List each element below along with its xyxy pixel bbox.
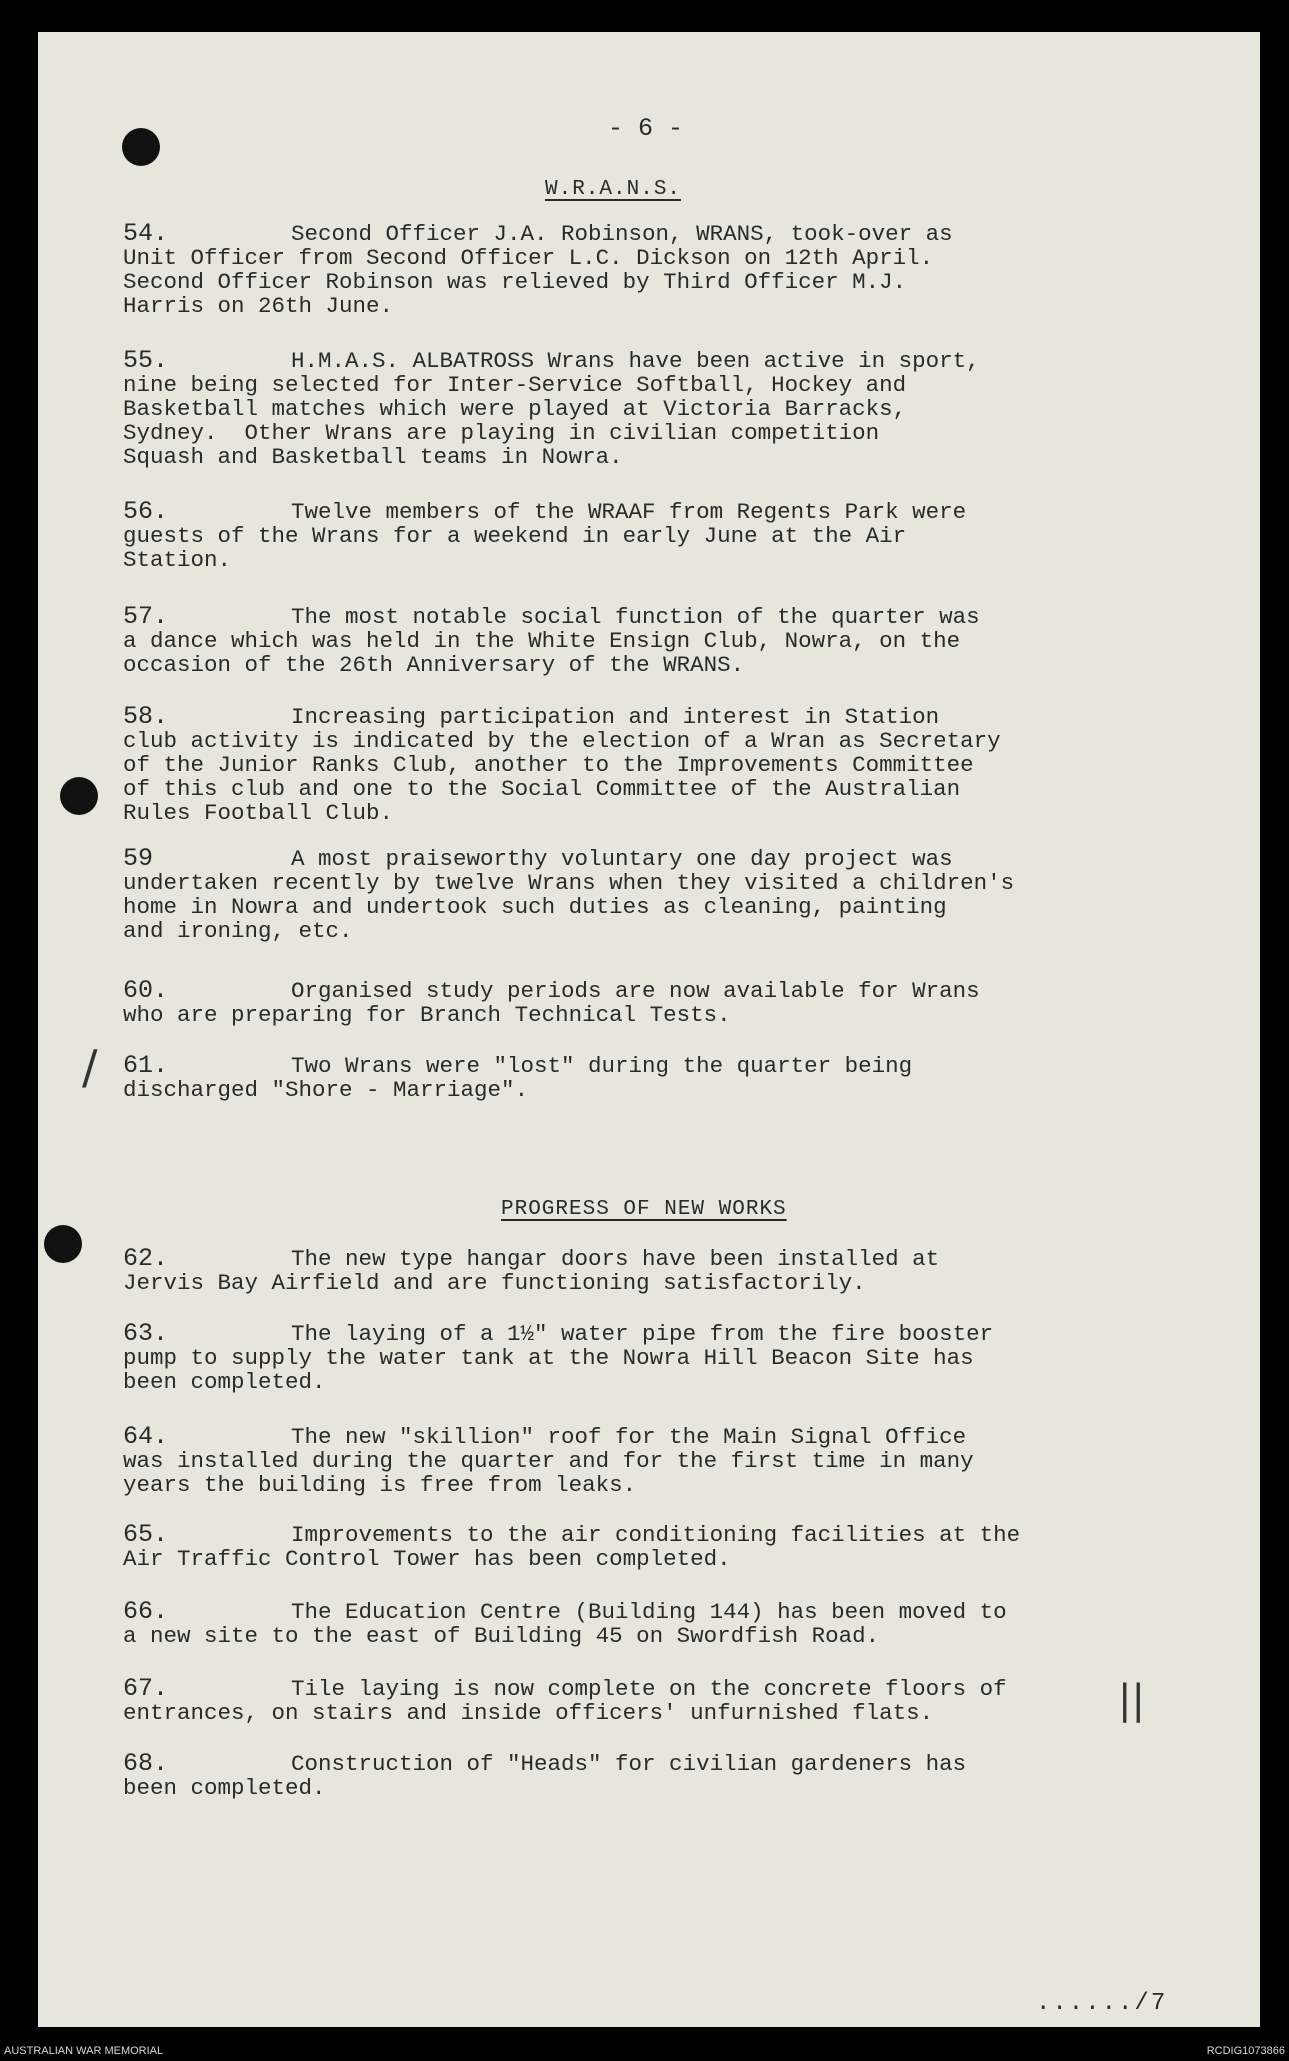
paragraph-text: The laying of a 1½" water pipe from the fire booster pump to supply the water tank at the Nowra Hill Beacon Site has been completed. — [123, 1321, 994, 1395]
paragraph-number: 61. — [123, 1051, 169, 1080]
document-page — [38, 32, 1260, 2027]
paragraph-60 — [123, 976, 1123, 1028]
paragraph-66 — [123, 1597, 1123, 1649]
paragraph-number: 54. — [123, 219, 169, 248]
footer-record-id: RCDIG1073866 — [1206, 2045, 1285, 2057]
paragraph-text: Tile laying is now complete on the concrete floors of entrances, on stairs and inside officers' unfurnished flats. — [123, 1676, 1007, 1726]
paragraph-55 — [123, 346, 1123, 470]
paragraph-number: 59 — [123, 844, 154, 873]
paragraph-text: The new type hangar doors have been installed at Jervis Bay Airfield and are functioning satisfactorily. — [123, 1246, 940, 1296]
paragraph-text: Twelve members of the WRAAF from Regents Park were guests of the Wrans for a weekend in early June at the Air Station. — [123, 499, 967, 573]
handwritten-margin-mark: / — [82, 1040, 98, 1094]
paragraph-text: The Education Centre (Building 144) has been moved to a new site to the east of Building 45 on Swordfish Road. — [123, 1599, 1007, 1649]
section-heading-works: PROGRESS OF NEW WORKS — [501, 1198, 787, 1221]
paragraph-62 — [123, 1244, 1123, 1296]
paragraph-number: 64. — [123, 1422, 169, 1451]
paragraph-56 — [123, 497, 1123, 573]
section-heading-wrans: W.R.A.N.S. — [545, 178, 682, 201]
paragraph-number: 62. — [123, 1244, 169, 1273]
continuation-marker: ....../7 — [1036, 1990, 1168, 2017]
paragraph-number: 67. — [123, 1674, 169, 1703]
paragraph-number: 65. — [123, 1520, 169, 1549]
paragraph-68 — [123, 1749, 1123, 1801]
handwritten-margin-mark: || — [1118, 1677, 1145, 1723]
punch-hole — [122, 128, 160, 166]
paragraph-61 — [123, 1051, 1123, 1103]
paragraph-number: 66. — [123, 1597, 169, 1626]
paragraph-64 — [123, 1422, 1123, 1498]
paragraph-number: 55. — [123, 346, 169, 375]
paragraph-text: The most notable social function of the quarter was a dance which was held in the White Ensign Club, Nowra, on the occasion of the 26th Anniversary of the WRANS. — [123, 604, 980, 678]
punch-hole — [60, 777, 98, 815]
footer-archive-name: AUSTRALIAN WAR MEMORIAL — [4, 2045, 164, 2057]
paragraph-text: Organised study periods are now available for Wrans who are preparing for Branch Technical Tests. — [123, 978, 980, 1028]
paragraph-number: 57. — [123, 602, 169, 631]
paragraph-number: 58. — [123, 702, 169, 731]
paragraph-text: Improvements to the air conditioning facilities at the Air Traffic Control Tower has been completed. — [123, 1522, 1021, 1572]
paragraph-59 — [123, 844, 1123, 944]
paragraph-63 — [123, 1319, 1123, 1395]
paragraph-text: Increasing participation and interest in Station club activity is indicated by the election of a Wran as Secretary of the Junior Ranks Club, another to the Improvements Committee of this club and one to the Social Committee of the Australian Rules Football Club. — [123, 704, 1001, 826]
paragraph-number: 68. — [123, 1749, 169, 1778]
paragraph-text: Construction of "Heads" for civilian gardeners has been completed. — [123, 1751, 967, 1801]
paragraph-text: The new "skillion" roof for the Main Signal Office was installed during the quarter and for the first time in many years the building is free from leaks. — [123, 1424, 974, 1498]
paragraph-number: 63. — [123, 1319, 169, 1348]
paragraph-57 — [123, 602, 1123, 678]
paragraph-text: A most praiseworthy voluntary one day project was undertaken recently by twelve Wrans when they visited a children's home in Nowra and undertook such duties as cleaning, painting and ironing, etc. — [123, 846, 1015, 944]
paragraph-58 — [123, 702, 1123, 826]
page-number: - 6 - — [608, 114, 684, 143]
punch-hole — [44, 1225, 82, 1263]
paragraph-number: 60. — [123, 976, 169, 1005]
paragraph-text: Two Wrans were "lost" during the quarter being discharged "Shore - Marriage". — [123, 1053, 913, 1103]
paragraph-text: H.M.A.S. ALBATROSS Wrans have been active in sport, nine being selected for Inter-Service Softball, Hockey and Basketball matches which were played at Victoria Barracks, Sydney. Other Wrans are playing in civilian competition Squash and Basketball teams in Nowra. — [123, 348, 980, 470]
paragraph-text: Second Officer J.A. Robinson, WRANS, took-over as Unit Officer from Second Officer L.C. Dickson on 12th April. Second Officer Robinson was relieved by Third Officer M.J. Harris on 26th June. — [123, 221, 953, 319]
paragraph-67 — [123, 1674, 1123, 1726]
paragraph-number: 56. — [123, 497, 169, 526]
paragraph-65 — [123, 1520, 1123, 1572]
paragraph-54 — [123, 219, 1123, 319]
